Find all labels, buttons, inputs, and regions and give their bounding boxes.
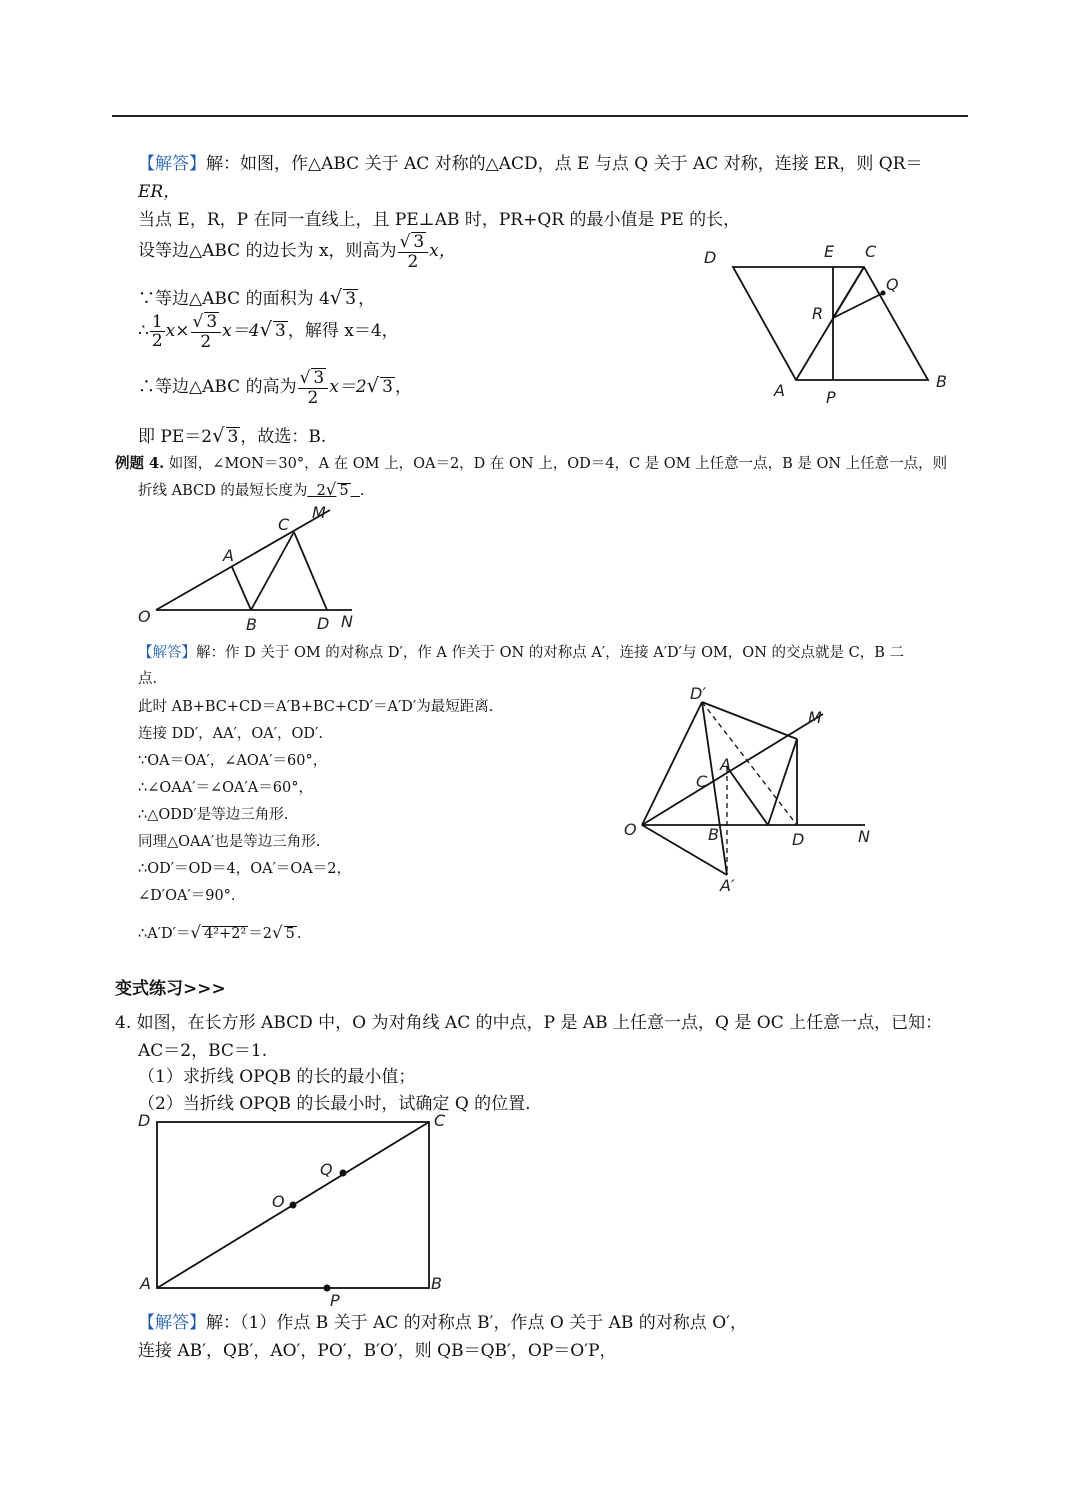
sol1-line-2: 当点 E，R，P 在同一直线上，且 PE⊥AB 时，PR+QR 的最小值是 PE 的长， [138, 210, 741, 230]
figure-reflection [620, 675, 880, 895]
variant-q-line-4: （2）当折线 OPQB 的长最小时，试确定 Q 的位置. [138, 1094, 531, 1114]
sol1-line-1b: ER， [138, 182, 181, 202]
fig1-label-C: C [865, 242, 877, 261]
fig4-label-O: O [272, 1192, 285, 1211]
answer-tag: 【解答】 [138, 1313, 206, 1333]
answer-tag: 【解答】 [138, 154, 206, 174]
example4-line-1: 例题 4. 如图，∠MON＝30°，A 在 OM 上，OA＝2，D 在 ON 上，OD＝4，C 是 OM 上任意一点，B 是 ON 上任意一点，则 [115, 455, 948, 472]
fig4-label-A: A [140, 1274, 151, 1293]
fig2-label-B: B [246, 615, 257, 634]
fig4-label-P: P [330, 1291, 340, 1310]
fig3-label-Aprime: A′ [720, 876, 735, 895]
fig1-label-A: A [774, 381, 785, 400]
answer-tag: 【解答】 [138, 645, 196, 661]
sol3-line-1: 【解答】解：（1）作点 B 关于 AC 的对称点 B′，作点 O 关于 AB 的对称点 O′， [138, 1313, 747, 1333]
variant-title: 变式练习>>> [115, 979, 226, 999]
sol1-line-3: 设等边△ABC 的边长为 x，则高为 $\frac{√ 3}{2}$ x， [138, 232, 456, 272]
fig3-label-A: A [720, 755, 731, 774]
fig4-label-B: B [431, 1274, 442, 1293]
fig3-label-Dprime: D′ [690, 684, 706, 703]
example4-answer: 2√ 5 [316, 480, 349, 499]
sol2-line-5: ∴∠OAA′＝∠OA′A＝60°， [138, 780, 313, 796]
sol2-line-9: ∠D′OA′＝90°. [138, 888, 236, 904]
sol2-line-7: 同理△OAA′也是等边三角形. [138, 834, 321, 850]
figure-angle-mon [130, 500, 370, 640]
figure-trapezoid [700, 238, 960, 408]
fig1-label-R: R [812, 304, 824, 323]
sol1-line-5: ∴ $\frac{1}{2}$ x× $\frac{√ 3}{2}$ x＝4√ 3 ，解得 x＝4， [138, 311, 399, 352]
sol2-line-3: 连接 DD′，AA′，OA′，OD′. [138, 726, 323, 742]
fig2-label-A: A [223, 546, 234, 565]
fig3-label-C: C [696, 772, 708, 791]
fig3-label-M: M [808, 708, 822, 727]
fig1-label-P: P [826, 388, 836, 407]
sol2-line-8: ∴OD′＝OD＝4，OA′＝OA＝2， [138, 861, 352, 877]
fig4-label-C: C [434, 1111, 446, 1130]
sol1-line-7: 即 PE＝2√ 3 ，故选：B. [138, 424, 327, 447]
fig4-label-Q: Q [320, 1160, 333, 1179]
sol2-line-1: 【解答】解：作 D 关于 OM 的对称点 D′，作 A 作关于 ON 的对称点 A′，连接 A′D′与 OM，ON 的交点就是 C，B 二 [138, 645, 904, 661]
sol3-line-2: 连接 AB′，QB′，AO′，PO′，B′O′，则 QB＝QB′，OP＝O′P， [138, 1341, 617, 1361]
sol2-line-10: ∴A′D′＝√ 4²+2² ＝2√ 5 . [138, 923, 302, 942]
fig3-label-O: O [624, 820, 637, 839]
sol1-line-4: ∵等边△ABC 的面积为 4√ 3 ， [138, 286, 376, 309]
sol2-line-1b: 点. [138, 671, 158, 687]
fig3-label-D: D [792, 830, 805, 849]
fig1-label-B: B [936, 372, 947, 391]
sol1-line-6: ∴等边△ABC 的高为 $\frac{√ 3}{2}$ x＝2√ 3 ， [138, 368, 412, 408]
fig1-label-D: D [704, 248, 717, 267]
fig1-label-E: E [824, 242, 835, 261]
sol2-line-2: 此时 AB+BC+CD＝A′B+BC+CD′＝A′D′为最短距离. [138, 699, 494, 715]
fig2-label-M: M [312, 503, 326, 522]
fig2-label-D: D [317, 614, 330, 633]
fig2-label-O: O [138, 607, 151, 626]
example4-title: 例题 4. [115, 455, 165, 472]
fig2-label-N: N [341, 612, 353, 631]
fig3-label-B: B [708, 825, 719, 844]
fig4-label-D: D [138, 1111, 151, 1130]
variant-q-line-2: AC＝2，BC＝1. [138, 1041, 268, 1061]
sol1-line-1: 【解答】解：如图，作△ABC 关于 AC 对称的△ACD，点 E 与点 Q 关于 AC 对称，连接 ER，则 QR＝ [138, 154, 923, 174]
sol2-line-4: ∵OA＝OA′，∠AOA′＝60°， [138, 753, 328, 769]
header-rule [112, 115, 968, 117]
fig2-label-C: C [278, 515, 290, 534]
fig1-label-Q: Q [886, 275, 899, 294]
figure-rectangle [130, 1108, 460, 1308]
variant-q-line-1: 4. 如图，在长方形 ABCD 中，O 为对角线 AC 的中点，P 是 AB 上任意一点，Q 是 OC 上任意一点，已知： [115, 1013, 943, 1033]
variant-q-line-3: （1）求折线 OPQB 的长的最小值； [138, 1067, 416, 1087]
fig3-label-N: N [858, 827, 870, 846]
sol2-line-6: ∴△ODD′是等边三角形. [138, 807, 289, 823]
example4-line-2: 折线 ABCD 的最短长度为 2√ 5 . [138, 480, 365, 499]
